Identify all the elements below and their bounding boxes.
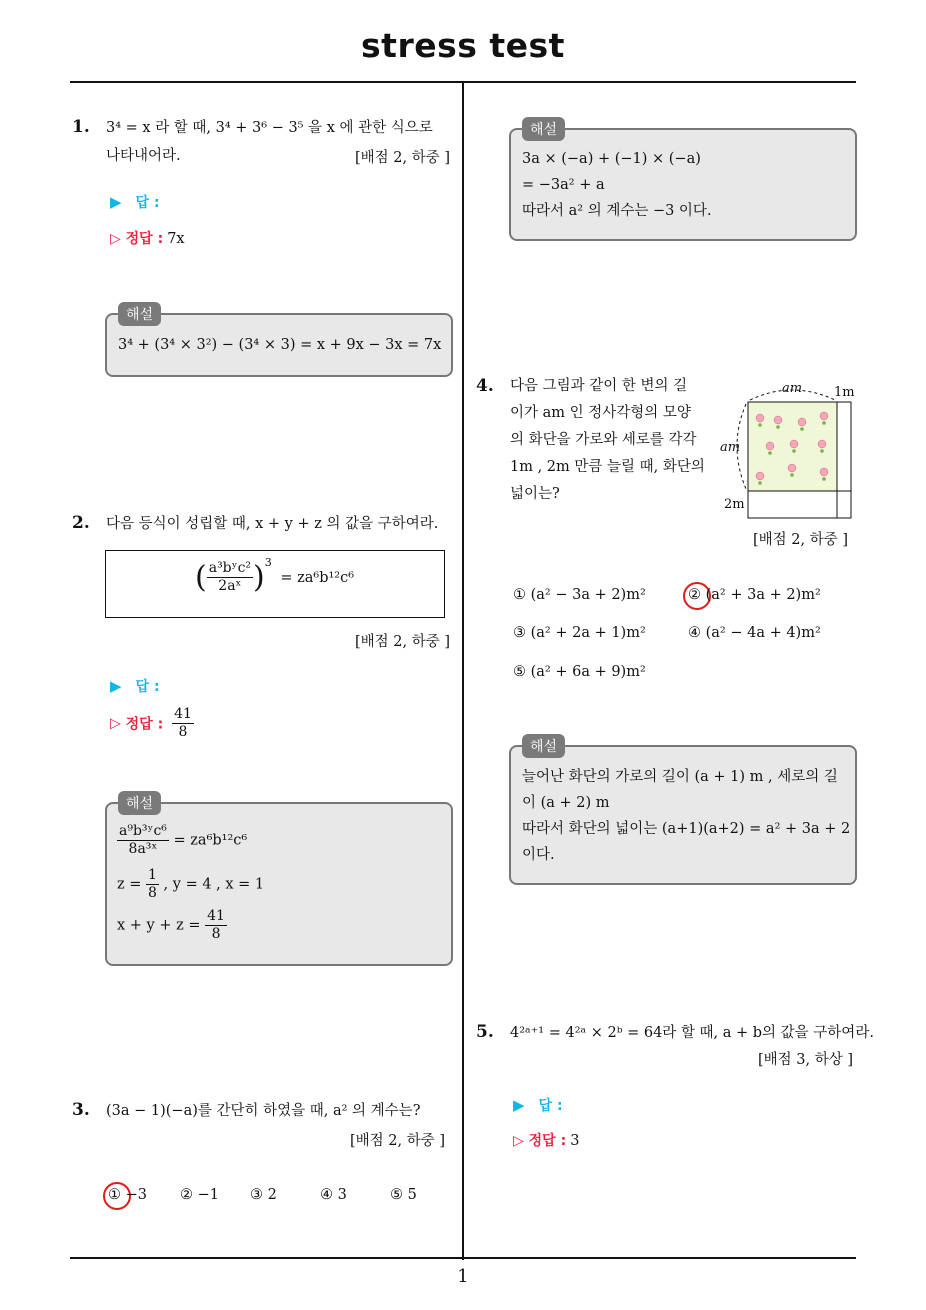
q3-solution-line2: = −3a² + a: [522, 177, 605, 193]
q3-choice-3[interactable]: ③ 2: [250, 1187, 277, 1203]
q2-correct-answer: [110, 706, 194, 741]
q5-meta: [배점 3, 하상 ]: [758, 1052, 854, 1068]
q4-choice-2[interactable]: ② (a² + 3a + 2)m²: [688, 587, 821, 603]
q5-correct-answer: [513, 1130, 579, 1150]
q2-correct-num: 41: [174, 706, 192, 722]
q1-number: 1.: [72, 117, 90, 137]
q1-correct-answer: [110, 228, 185, 248]
q3-solution-line3: 따라서 a² 의 계수는 −3 이다.: [522, 203, 712, 219]
q4-choice-3[interactable]: ③ (a² + 2a + 1)m²: [513, 625, 646, 641]
q1-text-line2: 나타내어라.: [106, 148, 181, 164]
q4-text-line4: 1m , 2m 만큼 늘릴 때, 화단의: [510, 459, 705, 475]
q1-correct-value: 7x: [167, 231, 185, 247]
q4-text-line3: 의 화단을 가로와 세로를 각각: [510, 432, 697, 448]
q2-sol3-pre: x + y + z =: [117, 917, 201, 934]
q2-sol2-post: , y = 4 , x = 1: [163, 876, 265, 893]
q2-solution-line2: [117, 867, 264, 902]
q2-eq-denominator: 2aˣ: [218, 578, 242, 594]
correct-label: 정답 :: [125, 231, 164, 247]
q4-fig-label-top-right: 1m: [834, 385, 855, 400]
column-divider: [462, 83, 464, 1260]
q2-sol3-num: 41: [207, 908, 225, 924]
q4-solution-line1: 늘어난 화단의 가로의 길이 (a + 1) m , 세로의 길: [522, 769, 838, 785]
q4-solution-line3: 따라서 화단의 넓이는 (a+1)(a+2) = a² + 3a + 2: [522, 821, 851, 837]
q4-text-line2: 이가 am 인 정사각형의 모양: [510, 405, 691, 421]
q2-eq-numerator: a³bʸc²: [208, 560, 252, 576]
q3-choice-1[interactable]: ① −3: [108, 1187, 147, 1203]
q2-meta: [배점 2, 하중 ]: [355, 634, 451, 650]
q2-sol1-den: 8a³ˣ: [128, 841, 158, 857]
q4-number: 4.: [476, 376, 494, 396]
q1-solution-tag: 해설: [118, 302, 161, 326]
correct-marker-icon: ▷: [110, 715, 121, 732]
q4-meta: [배점 2, 하중 ]: [753, 532, 849, 548]
q2-sol2-num: 1: [148, 867, 157, 883]
q4-text-line5: 넓이는?: [510, 486, 560, 502]
q3-meta: [배점 2, 하중 ]: [350, 1133, 446, 1149]
q5-number: 5.: [476, 1022, 494, 1042]
q2-answer-label: [110, 676, 160, 696]
q3-number: 3.: [72, 1100, 90, 1120]
q1-solution-text: 3⁴ + (3⁴ × 3²) − (3⁴ × 3) = x + 9x − 3x = 7x: [118, 337, 442, 353]
q1-answer-label: [110, 192, 160, 212]
q2-sol2-pre: z =: [117, 876, 142, 893]
q2-solution-line1: [117, 823, 247, 858]
page-number: 1: [457, 1266, 469, 1287]
q1-text-line1: 3⁴ = x 라 할 때, 3⁴ + 3⁶ − 3⁵ 을 x 에 관한 식으로: [106, 120, 433, 136]
q4-fig-label-left: am: [720, 440, 741, 455]
q3-choice-2[interactable]: ② −1: [180, 1187, 219, 1203]
q2-solution-tag: 해설: [118, 791, 161, 815]
correct-marker-icon: ▷: [110, 231, 121, 247]
page-title: stress test: [361, 26, 565, 65]
q2-number: 2.: [72, 513, 90, 533]
q3-text: (3a − 1)(−a)를 간단히 하였을 때, a² 의 계수는?: [106, 1103, 421, 1119]
footer-rule: [70, 1257, 856, 1259]
answer-label: 답 :: [135, 195, 160, 211]
answer-label: 답 :: [538, 1098, 563, 1114]
q3-solution-tag: 해설: [522, 117, 565, 141]
q4-choice-1[interactable]: ① (a² − 3a + 2)m²: [513, 587, 646, 603]
q4-solution-tag: 해설: [522, 734, 565, 758]
q2-eq-rhs: = za⁶b¹²c⁶: [280, 569, 355, 586]
q2-solution-line3: [117, 908, 227, 943]
q2-correct-den: 8: [178, 724, 188, 740]
q2-equation: ( $\frac{\text{a³bʸc²}}{\text{2aˣ}}$ )$^3$ = za⁶b¹²c⁶: [195, 555, 355, 595]
q4-solution-line2: 이 (a + 2) m: [522, 795, 610, 811]
answer-marker-icon: ▶: [110, 193, 122, 211]
q4-solution-text: [522, 764, 850, 868]
q4-fig-label-top: am: [782, 381, 803, 396]
q3-solution-line1: 3a × (−a) + (−1) × (−a): [522, 151, 701, 167]
correct-marker-icon: ▷: [513, 1133, 524, 1149]
q3-choice-5[interactable]: ⑤ 5: [390, 1187, 417, 1203]
q2-sol1-rhs: = za⁶b¹²c⁶: [173, 832, 248, 849]
q4-fig-label-bottom-left: 2m: [724, 497, 745, 512]
q2-text: 다음 등식이 성립할 때, x + y + z 의 값을 구하여라.: [106, 516, 439, 532]
q2-sol3-den: 8: [211, 926, 221, 942]
q5-answer-label: [513, 1095, 563, 1115]
q4-text: [510, 373, 710, 508]
answer-marker-icon: ▶: [513, 1096, 525, 1114]
q2-sol2-den: 8: [148, 885, 157, 901]
q4-choice-4[interactable]: ④ (a² − 4a + 4)m²: [688, 625, 821, 641]
answer-marker-icon: ▶: [110, 677, 122, 695]
correct-label: 정답 :: [528, 1133, 567, 1149]
q4-choice-5[interactable]: ⑤ (a² + 6a + 9)m²: [513, 664, 646, 680]
q4-text-line1: 다음 그림과 같이 한 변의 길: [510, 378, 688, 394]
q5-correct-value: 3: [570, 1133, 580, 1149]
q3-solution-text: [522, 146, 712, 224]
q1-meta: [배점 2, 하중 ]: [355, 150, 451, 166]
q5-text: 4²ᵃ⁺¹ = 4²ᵃ × 2ᵇ = 64라 할 때, a + b의 값을 구하여라.: [510, 1025, 874, 1041]
q2-eq-power: 3: [264, 555, 272, 569]
correct-label: 정답 :: [125, 716, 164, 733]
q2-sol1-num: a⁹b³ʸc⁶: [119, 823, 167, 839]
q3-choice-4[interactable]: ④ 3: [320, 1187, 347, 1203]
q4-solution-line4: 이다.: [522, 847, 555, 863]
answer-label: 답 :: [135, 679, 160, 695]
